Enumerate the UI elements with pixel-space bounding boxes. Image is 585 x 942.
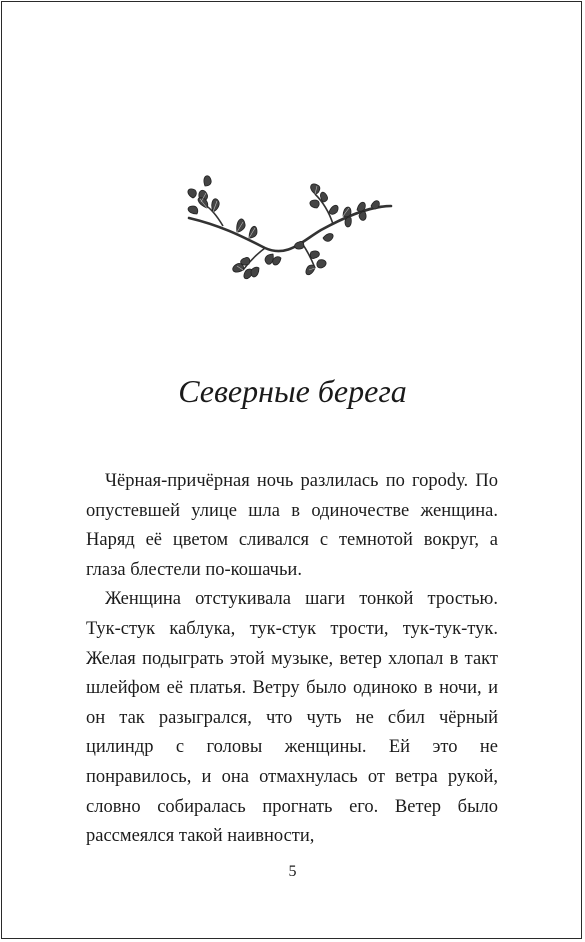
paragraph: Женщина отстукивала шаги тонкой тростью. Тук-стук каблука, тук-стук трости, тук-тук-тук. Желая подыграть этой музыке, ветер хлопал в такт шлейфом её платья. Ветру было одиноко в ночи, и он так разыгрался, что чуть не сбил чёрный цилиндр с головы женщины. Ей это не понравилось, и она отмахнулась от ветра рукой, словно собиралась прогнать его. Ветер было рассмеялся такой наивности,: [86, 589, 498, 847]
page-number: 5: [288, 863, 297, 880]
leafy-branch-icon: [183, 168, 395, 286]
paragraph: Чёрная-причёрная ночь разлилась по гороdу. По опустевшей улице шла в одиночестве женщина. Наряд её цветом сливался с темнотой вокруг, а глаза блестели по-кошачьи.: [86, 471, 498, 580]
chapter-title: Северные берега: [178, 373, 407, 409]
body-text: [86, 467, 498, 852]
